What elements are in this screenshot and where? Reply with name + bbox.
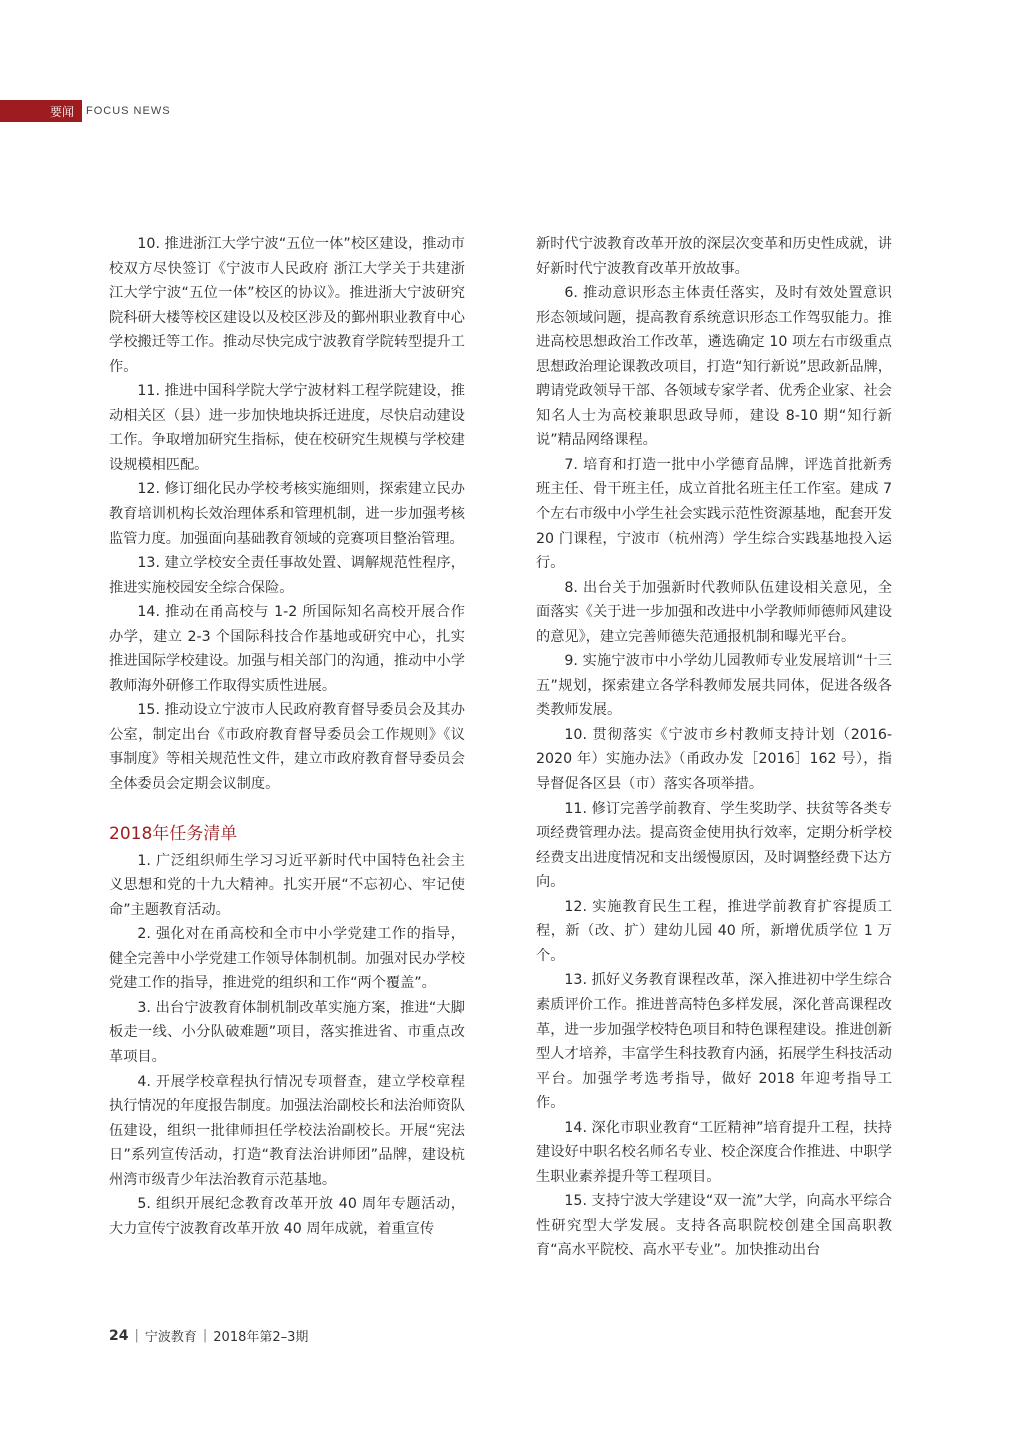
section-tab [0, 100, 82, 122]
issue-label: 2018年第2–3期 [213, 1330, 309, 1345]
right-column [536, 232, 892, 1263]
section-header [0, 100, 171, 122]
journal-name: 宁波教育 [144, 1330, 197, 1345]
body-paragraph: 4. 开展学校章程执行情况专项督查，建立学校章程执行情况的年度报告制度。加强法治副校长和法治师资队伍建设，组织一批律师担任学校法治副校长。开展“宪法日”系列宣传活动，打造“教育法治讲师团”品牌，建设杭州湾市级青少年法治教育示范基地。 [109, 1073, 465, 1188]
footer-separator: | [134, 1328, 139, 1343]
body-paragraph: 14. 推动在甬高校与 1-2 所国际知名高校开展合作办学，建立 2-3 个国际科技合作基地或研究中心，扎实推进国际学校建设。加强与相关部门的沟通，推动中小学教师海外研修工作取得实质性进展。 [109, 604, 465, 694]
right-paragraphs [536, 232, 892, 1263]
page-number: 24 [109, 1327, 129, 1344]
body-paragraph: 14. 深化市职业教育“工匠精神”培育提升工程，扶持建设好中职名校名师名专业、校企深度合作推进、中职学生职业素养提升等工程项目。 [536, 1119, 892, 1185]
body-paragraph: 10. 贯彻落实《宁波市乡村教师支持计划（2016-2020 年）实施办法》（甬政办发［2016］162 号），指导督促各区县（市）落实各项举措。 [536, 726, 892, 793]
section-title: 2018年任务清单 [109, 823, 238, 844]
body-paragraph: 15. 支持宁波大学建设“双一流”大学，向高水平综合性研究型大学发展。支持各高职院校创建全国高职教育“高水平院校、高水平专业”。加快推动出台 [536, 1193, 892, 1259]
body-paragraph: 新时代宁波教育改革开放的深层次变革和历史性成就，讲好新时代宁波教育改革开放故事。 [536, 236, 892, 277]
body-paragraph: 11. 推进中国科学院大学宁波材料工程学院建设，推动相关区（县）进一步加快地块拆迁进度，尽快启动建设工作。争取增加研究生指标，使在校研究生规模与学校建设规模相匹配。 [109, 383, 465, 473]
body-paragraph: 12. 修订细化民办学校考核实施细则，探索建立民办教育培训机构长效治理体系和管理机制，进一步加强考核监管力度。加强面向基础教育领域的竞赛项目整治管理。 [109, 481, 465, 547]
page-footer [109, 1326, 308, 1345]
body-paragraph: 9. 实施宁波市中小学幼儿园教师专业发展培训“十三五”规划，探索建立各学科教师发展共同体，促进各级各类教师发展。 [536, 653, 892, 719]
body-paragraph: 12. 实施教育民生工程，推进学前教育扩容提质工程，新（改、扩）建幼儿园 40 所，新增优质学位 1 万个。 [536, 898, 892, 964]
body-paragraph: 7. 培育和打造一批中小学德育品牌，评选首批新秀班主任、骨干班主任，成立首批名班主任工作室。建成 7 个左右市级中小学生社会实践示范性资源基地，配套开发 20 门课程，宁波市（杭州湾）学生综合实践基地投入运行。 [536, 456, 892, 572]
footer-separator: | [202, 1328, 208, 1343]
section-label-en: FOCUS NEWS [86, 105, 171, 117]
left-paragraphs-after [109, 849, 465, 1242]
body-paragraph: 15. 推动设立宁波市人民政府教育督导委员会及其办公室，制定出台《市政府教育督导委员会工作规则》《议事制度》等相关规范性文件，建立市政府教育督导委员会全体委员会定期会议制度。 [109, 702, 465, 793]
body-paragraph: 11. 修订完善学前教育、学生奖助学、扶贫等各类专项经费管理办法。提高资金使用执行效率，定期分析学校经费支出进度情况和支出缓慢原因，及时调整经费下达方向。 [536, 800, 892, 891]
body-paragraph: 13. 建立学校安全责任事故处置、调解规范性程序，推进实施校园安全综合保险。 [109, 555, 465, 596]
body-paragraph: 5. 组织开展纪念教育改革开放 40 周年专题活动，大力宣传宁波教育改革开放 40 周年成就，着重宣传 [109, 1196, 465, 1237]
body-paragraph: 10. 推进浙江大学宁波“五位一体”校区建设，推动市校双方尽快签订《宁波市人民政府 浙江大学关于共建浙江大学宁波“五位一体”校区的协议》。推进浙大宁波研究院科研大楼等校区建设以及校区涉及的鄞州职业教育中心学校搬迁等工作。推动尽快完成宁波教育学院转型提升工作。 [109, 236, 465, 375]
body-paragraph: 6. 推动意识形态主体责任落实，及时有效处置意识形态领域问题，提高教育系统意识形态工作驾驭能力。推进高校思想政治工作改革，遴选确定 10 项左右市级重点思想政治理论课教改项目，打造“知行新说”思政新品牌，聘请党政领导干部、各领域专家学者、优秀企业家、社会知名人士为高校兼职思政导师，建设 8-10 期“知行新说”精品网络课程。 [536, 285, 892, 449]
body-paragraph: 2. 强化对在甬高校和全市中小学党建工作的指导，健全完善中小学党建工作领导体制机制。加强对民办学校党建工作的指导，推进党的组织和工作“两个覆盖”。 [109, 926, 465, 992]
body-paragraph: 1. 广泛组织师生学习习近平新时代中国特色社会主义思想和党的十九大精神。扎实开展“不忘初心、牢记使命”主题教育活动。 [109, 852, 465, 918]
body-paragraph: 13. 抓好义务教育课程改革，深入推进初中学生综合素质评价工作。推进普高特色多样发展，深化普高课程改革，进一步加强学校特色项目和特色课程建设。推进创新型人才培养，丰富学生科技教育内涵，拓展学生科技活动平台。加强学考选考指导，做好 2018 年迎考指导工作。 [536, 972, 892, 1112]
body-paragraph: 3. 出台宁波教育体制机制改革实施方案，推进“大脚板走一线、小分队破难题”项目，落实推进省、市重点改革项目。 [109, 999, 465, 1065]
left-column [109, 232, 465, 1241]
body-paragraph: 8. 出台关于加强新时代教师队伍建设相关意见，全面落实《关于进一步加强和改进中小学教师师德师风建设的意见》，建立完善师德失范通报机制和曝光平台。 [536, 579, 892, 645]
section-label-cn: 要闻 [49, 104, 74, 119]
left-paragraphs-before [109, 232, 465, 797]
